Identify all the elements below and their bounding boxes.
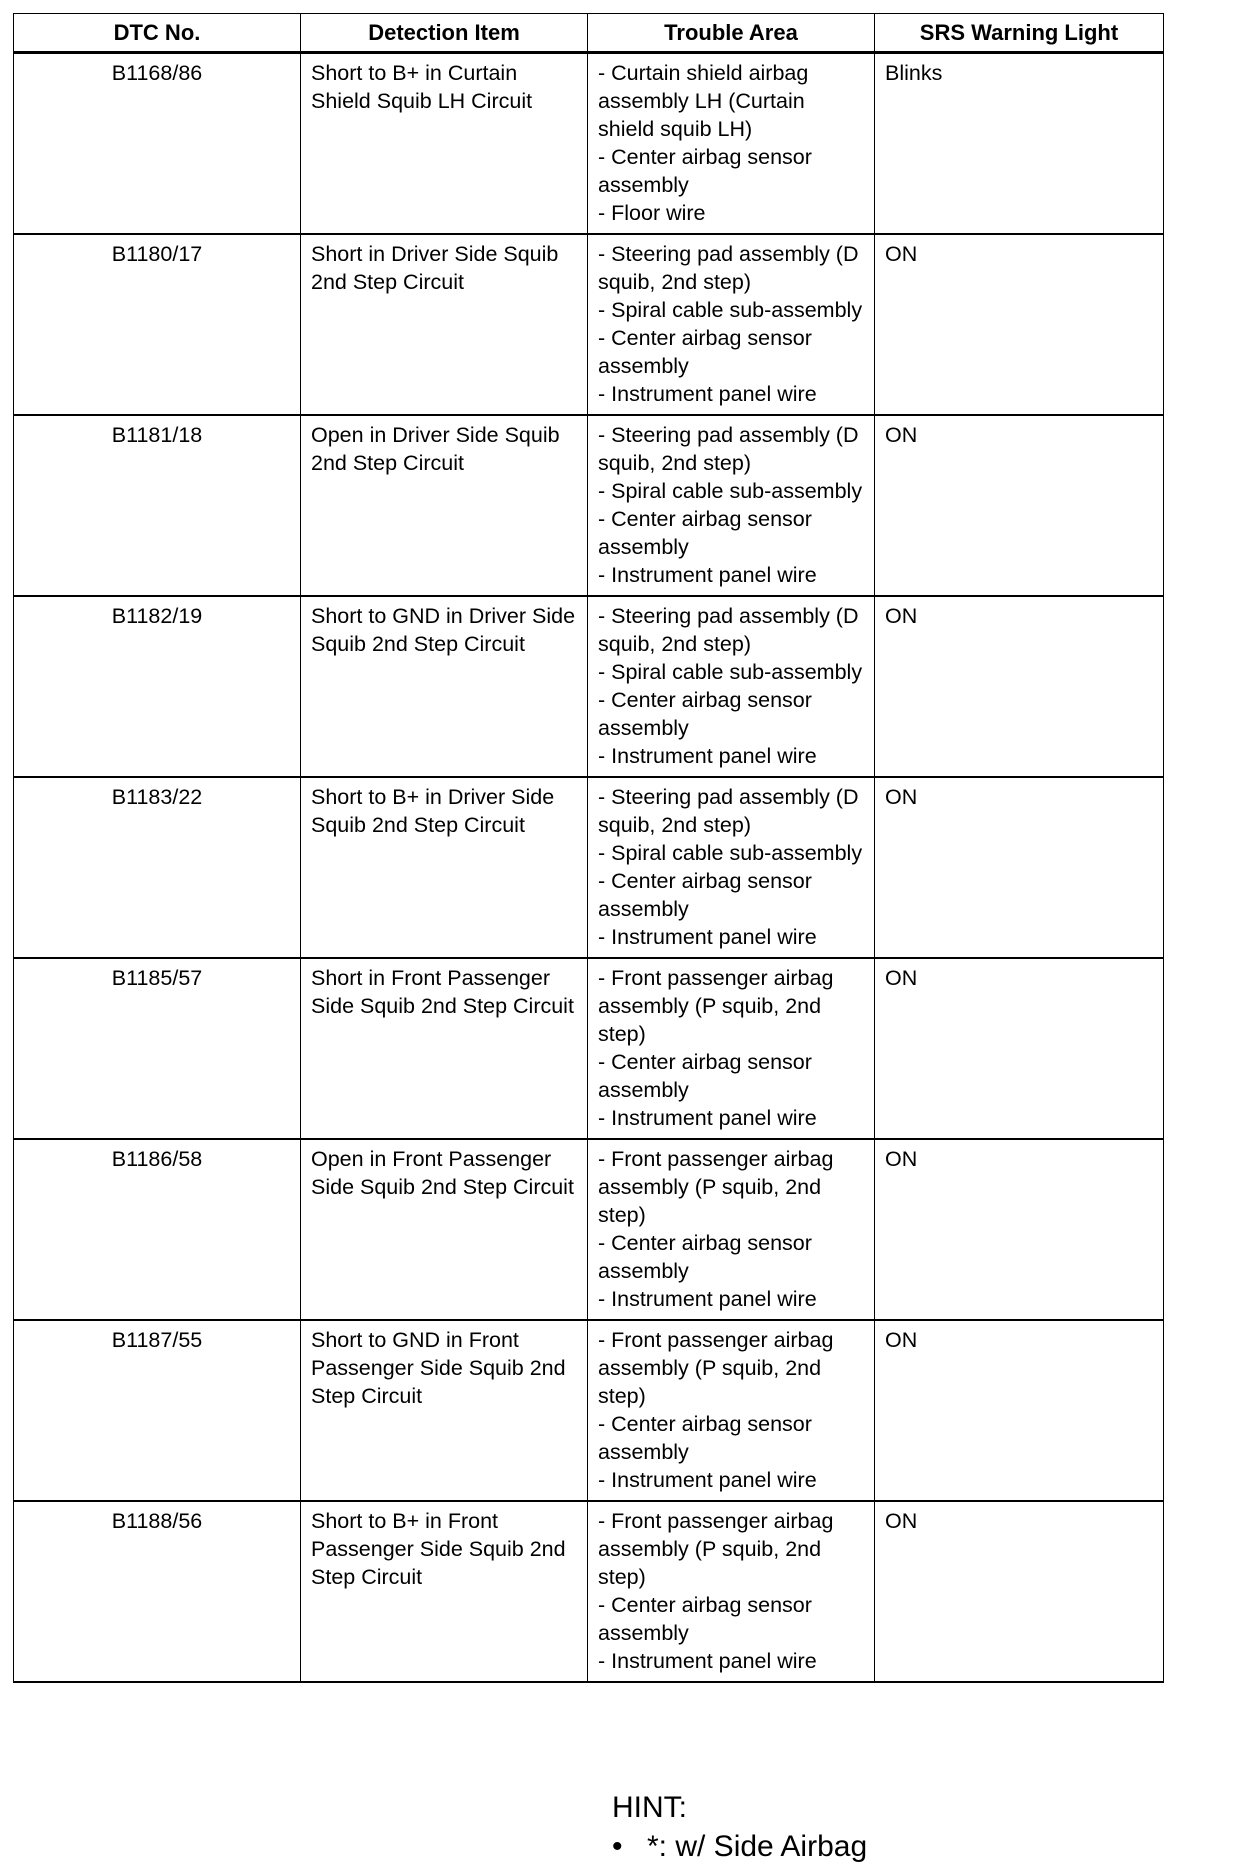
header-trouble-area: Trouble Area <box>588 14 875 53</box>
detection-item-cell: Short in Front Passenger Side Squib 2nd Step Circuit <box>301 958 588 1139</box>
trouble-area-cell <box>588 596 875 777</box>
table-row <box>14 415 1164 596</box>
srs-warning-light-cell: ON <box>875 234 1164 415</box>
trouble-area-item: - Instrument panel wire <box>598 1106 817 1130</box>
trouble-area-item: - Steering pad assembly (D squib, 2nd step) <box>598 785 859 837</box>
dtc-no-cell: B1187/55 <box>14 1320 301 1501</box>
dtc-no-cell: B1185/57 <box>14 958 301 1139</box>
trouble-area-cell <box>588 1501 875 1682</box>
trouble-area-item: - Front passenger airbag assembly (P squib, 2nd step) <box>598 1328 834 1408</box>
trouble-area-item: - Instrument panel wire <box>598 382 817 406</box>
trouble-area-item: - Curtain shield airbag assembly LH (Curtain shield squib LH) <box>598 61 809 141</box>
trouble-area-item: - Instrument panel wire <box>598 925 817 949</box>
detection-item-cell: Open in Driver Side Squib 2nd Step Circuit <box>301 415 588 596</box>
hint-title: HINT: <box>612 1791 687 1824</box>
trouble-area-cell <box>588 53 875 235</box>
detection-item-cell: Short to B+ in Front Passenger Side Squib 2nd Step Circuit <box>301 1501 588 1682</box>
trouble-area-cell <box>588 415 875 596</box>
table-row <box>14 1139 1164 1320</box>
trouble-area-item: - Front passenger airbag assembly (P squib, 2nd step) <box>598 1147 834 1227</box>
trouble-area-item: - Center airbag sensor assembly <box>598 688 812 740</box>
table-header <box>14 14 1164 53</box>
dtc-no-cell: B1180/17 <box>14 234 301 415</box>
trouble-area-item: - Floor wire <box>598 201 706 225</box>
dtc-no-cell: B1168/86 <box>14 53 301 235</box>
trouble-area-item: - Steering pad assembly (D squib, 2nd step) <box>598 604 859 656</box>
table-row <box>14 53 1164 235</box>
trouble-area-item: - Instrument panel wire <box>598 1468 817 1492</box>
trouble-area-item: - Instrument panel wire <box>598 744 817 768</box>
trouble-area-item: - Center airbag sensor assembly <box>598 326 812 378</box>
trouble-area-item: - Center airbag sensor assembly <box>598 145 812 197</box>
detection-item-cell: Short to B+ in Driver Side Squib 2nd Step Circuit <box>301 777 588 958</box>
detection-item-cell: Open in Front Passenger Side Squib 2nd Step Circuit <box>301 1139 588 1320</box>
detection-item-cell: Short to GND in Driver Side Squib 2nd Step Circuit <box>301 596 588 777</box>
table-row <box>14 958 1164 1139</box>
detection-item-cell: Short to GND in Front Passenger Side Squib 2nd Step Circuit <box>301 1320 588 1501</box>
trouble-area-item: - Steering pad assembly (D squib, 2nd step) <box>598 242 859 294</box>
trouble-area-item: - Front passenger airbag assembly (P squib, 2nd step) <box>598 966 834 1046</box>
header-srs-warning-light: SRS Warning Light <box>875 14 1164 53</box>
trouble-area-item: - Center airbag sensor assembly <box>598 507 812 559</box>
header-detection-item: Detection Item <box>301 14 588 53</box>
trouble-area-item: - Center airbag sensor assembly <box>598 1593 812 1645</box>
detection-item-cell: Short in Driver Side Squib 2nd Step Circuit <box>301 234 588 415</box>
trouble-area-item: - Spiral cable sub-assembly <box>598 298 863 322</box>
table-row <box>14 234 1164 415</box>
trouble-area-item: - Center airbag sensor assembly <box>598 869 812 921</box>
table-row <box>14 1501 1164 1682</box>
table-row <box>14 596 1164 777</box>
bullet-icon: • <box>612 1830 623 1863</box>
trouble-area-item: - Front passenger airbag assembly (P squib, 2nd step) <box>598 1509 834 1589</box>
srs-warning-light-cell: ON <box>875 958 1164 1139</box>
trouble-area-item: - Instrument panel wire <box>598 1649 817 1673</box>
table-body <box>14 53 1164 1683</box>
detection-item-cell: Short to B+ in Curtain Shield Squib LH Circuit <box>301 53 588 235</box>
srs-warning-light-cell: ON <box>875 777 1164 958</box>
srs-warning-light-cell: ON <box>875 1139 1164 1320</box>
srs-warning-light-cell: Blinks <box>875 53 1164 235</box>
header-row <box>14 14 1164 53</box>
trouble-area-item: - Spiral cable sub-assembly <box>598 660 863 684</box>
trouble-area-cell <box>588 1139 875 1320</box>
trouble-area-cell <box>588 1320 875 1501</box>
table-row <box>14 777 1164 958</box>
trouble-area-item: - Center airbag sensor assembly <box>598 1412 812 1464</box>
dtc-no-cell: B1183/22 <box>14 777 301 958</box>
trouble-area-item: - Instrument panel wire <box>598 1287 817 1311</box>
table-row <box>14 1320 1164 1501</box>
hint-note-text: *: w/ Side Airbag <box>647 1830 868 1863</box>
dtc-no-cell: B1181/18 <box>14 415 301 596</box>
trouble-area-item: - Instrument panel wire <box>598 563 817 587</box>
header-dtc-no: DTC No. <box>14 14 301 53</box>
dtc-no-cell: B1188/56 <box>14 1501 301 1682</box>
trouble-area-item: - Center airbag sensor assembly <box>598 1231 812 1283</box>
trouble-area-item: - Spiral cable sub-assembly <box>598 841 863 865</box>
trouble-area-cell <box>588 958 875 1139</box>
trouble-area-cell <box>588 777 875 958</box>
srs-warning-light-cell: ON <box>875 1320 1164 1501</box>
dtc-table <box>13 13 1164 1683</box>
trouble-area-item: - Steering pad assembly (D squib, 2nd step) <box>598 423 859 475</box>
dtc-no-cell: B1182/19 <box>14 596 301 777</box>
srs-warning-light-cell: ON <box>875 415 1164 596</box>
srs-warning-light-cell: ON <box>875 1501 1164 1682</box>
srs-warning-light-cell: ON <box>875 596 1164 777</box>
dtc-no-cell: B1186/58 <box>14 1139 301 1320</box>
trouble-area-item: - Center airbag sensor assembly <box>598 1050 812 1102</box>
trouble-area-cell <box>588 234 875 415</box>
trouble-area-item: - Spiral cable sub-assembly <box>598 479 863 503</box>
